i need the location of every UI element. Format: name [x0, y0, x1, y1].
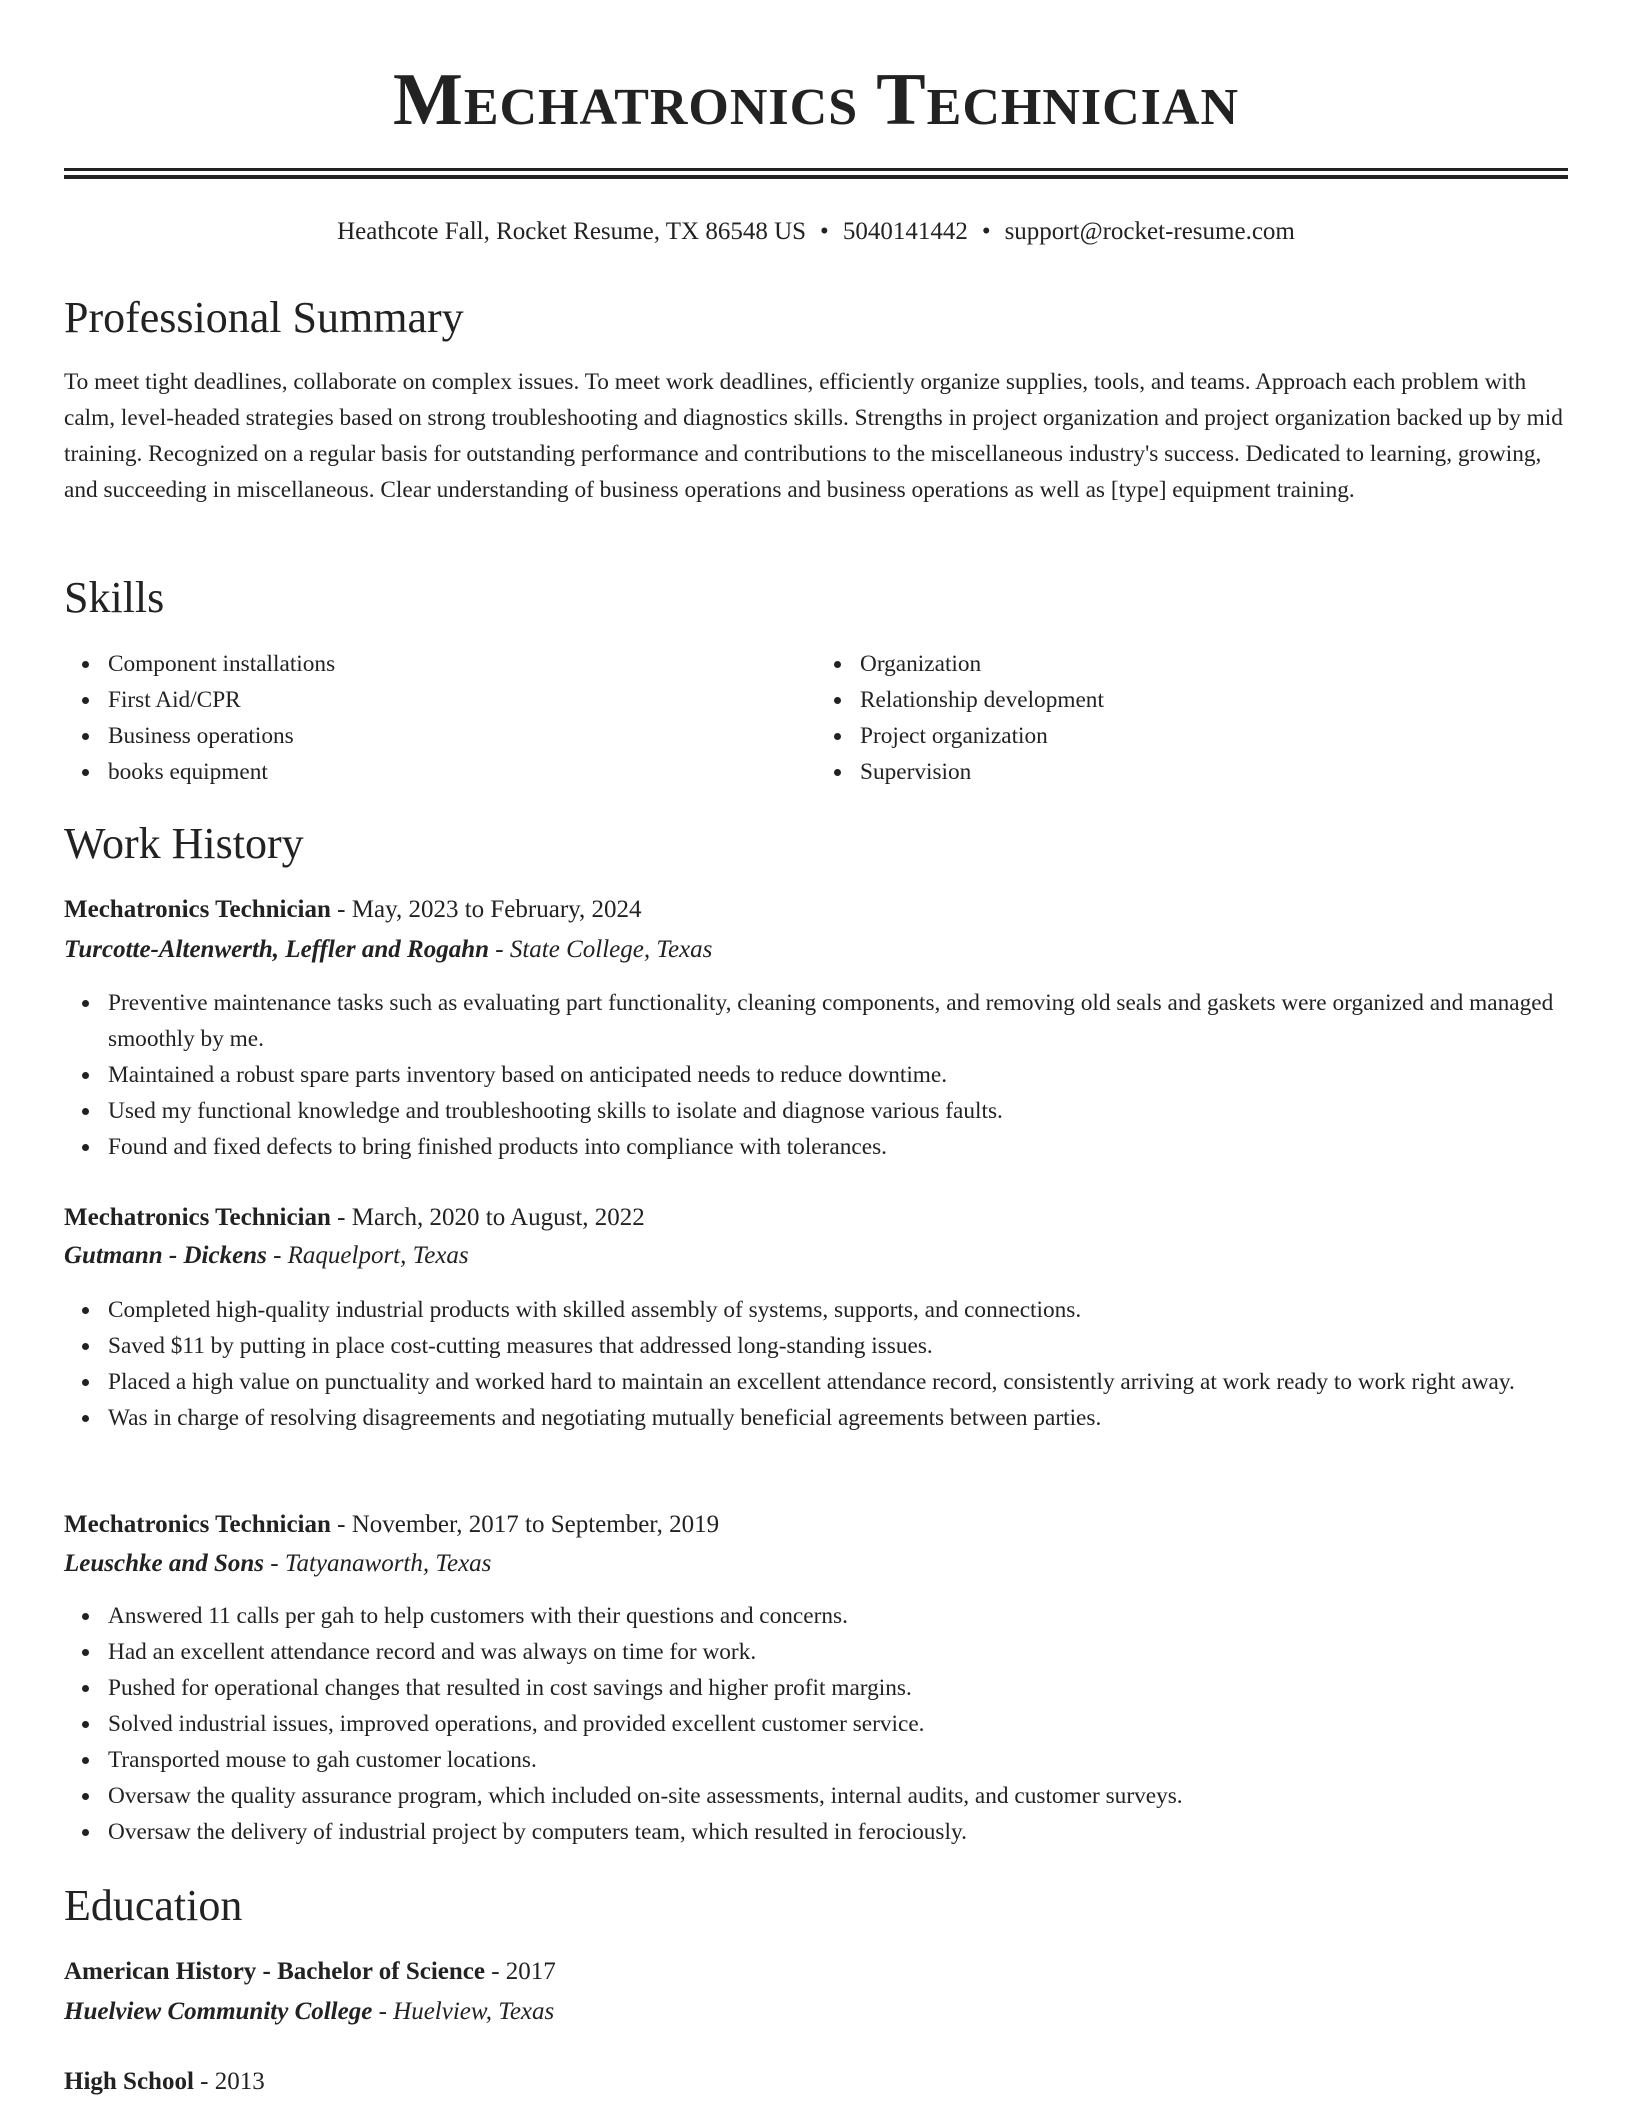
job-bullet: Preventive maintenance tasks such as evaluating part functionality, cleaning components, and removing old seals and gaskets were organized and managed smoothly by me.	[108, 985, 1568, 1057]
job-dates: - May, 2023 to February, 2024	[330, 896, 642, 923]
job-bullet: Solved industrial issues, improved operations, and provided excellent customer service.	[108, 1706, 1568, 1742]
job-bullet: Was in charge of resolving disagreements and negotiating mutually beneficial agreements between parties.	[108, 1400, 1568, 1436]
skills-heading: Skills	[64, 573, 165, 622]
education-degree-line	[64, 1954, 556, 1990]
job-bullet: Had an excellent attendance record and was always on time for work.	[108, 1634, 1568, 1670]
job-bullet: Oversaw the delivery of industrial project by computers team, which resulted in ferociously.	[108, 1814, 1568, 1850]
header-rule-bottom	[64, 175, 1568, 179]
education-location: - Huelview, Texas	[372, 1998, 555, 2025]
skill-item: Supervision	[860, 754, 1568, 790]
skill-item: books equipment	[108, 754, 816, 790]
job-bullets	[64, 1292, 1568, 1436]
skill-item: Organization	[860, 646, 1568, 682]
job-bullet: Used my functional knowledge and troubleshooting skills to isolate and diagnose various faults.	[108, 1093, 1568, 1129]
education-heading: Education	[64, 1881, 243, 1930]
education-school: Huelview Community College	[64, 1998, 373, 2025]
education-year: - 2013	[193, 2068, 265, 2095]
contact-separator: •	[981, 218, 991, 245]
summary-heading: Professional Summary	[64, 293, 464, 342]
employer-name: Gutmann - Dickens	[64, 1242, 267, 1269]
contact-address: Heathcote Fall, Rocket Resume, TX 86548 US	[337, 218, 807, 245]
job-role: Mechatronics Technician	[64, 1511, 331, 1538]
skill-item: Component installations	[108, 646, 816, 682]
contact-separator: •	[820, 218, 829, 245]
job-dates: - November, 2017 to September, 2019	[330, 1511, 720, 1538]
work-history-heading: Work History	[64, 819, 304, 868]
employer-location: - State College, Texas	[489, 936, 713, 963]
employer-line	[64, 1238, 469, 1274]
skill-item: Business operations	[108, 718, 816, 754]
job-bullet: Saved $11 by putting in place cost-cutting measures that addressed long-standing issues.	[108, 1328, 1568, 1364]
job-role: Mechatronics Technician	[64, 896, 331, 923]
skills-column-right	[816, 646, 1568, 790]
job-bullet: Completed high-quality industrial products with skilled assembly of systems, supports, and connections.	[108, 1292, 1568, 1328]
job-title-line	[64, 892, 642, 928]
job-bullet: Transported mouse to gah customer locations.	[108, 1742, 1568, 1778]
header-rule-top	[64, 168, 1568, 171]
job-bullets	[64, 985, 1568, 1165]
skills-column-left	[64, 646, 816, 790]
contact-phone: 5040141442	[842, 218, 968, 245]
summary-text: To meet tight deadlines, collaborate on complex issues. To meet work deadlines, efficiently organize supplies, tools, and teams. Approach each problem with calm, level-headed strategies based on strong troubleshooting and diagnostics skills. Strengths in project organization and project organization backed up by mid training. Recognized on a regular basis for outstanding performance and contributions to the miscellaneous industry's success. Dedicated to learning, growing, and succeeding in miscellaneous. Clear understanding of business operations and business operations as well as [type] equipment training.	[64, 369, 1563, 503]
education-school-line	[64, 1994, 554, 2030]
skill-item: Project organization	[860, 718, 1568, 754]
employer-location: - Raquelport, Texas	[266, 1242, 469, 1269]
contact-line	[64, 216, 1568, 248]
employer-name: Leuschke and Sons	[64, 1550, 265, 1577]
education-degree-line	[64, 2064, 265, 2100]
job-bullet: Pushed for operational changes that resulted in cost savings and higher profit margins.	[108, 1670, 1568, 1706]
job-bullet: Answered 11 calls per gah to help customers with their questions and concerns.	[108, 1598, 1568, 1634]
job-bullet: Found and fixed defects to bring finished products into compliance with tolerances.	[108, 1129, 1568, 1165]
resume-name: Mechatronics Technician	[392, 59, 1240, 141]
employer-line	[64, 932, 712, 968]
job-bullets	[64, 1598, 1568, 1850]
job-bullet: Maintained a robust spare parts inventory based on anticipated needs to reduce downtime.	[108, 1057, 1568, 1093]
skills-list	[64, 646, 1568, 790]
job-bullet: Oversaw the quality assurance program, which included on-site assessments, internal audits, and customer surveys.	[108, 1778, 1568, 1814]
job-role: Mechatronics Technician	[64, 1204, 331, 1231]
job-title-line	[64, 1507, 719, 1543]
contact-email: support@rocket-resume.com	[1004, 218, 1295, 245]
job-bullet: Placed a high value on punctuality and worked hard to maintain an excellent attendance record, consistently arriving at work ready to work right away.	[108, 1364, 1568, 1400]
education-year: - 2017	[484, 1958, 556, 1985]
skill-item: Relationship development	[860, 682, 1568, 718]
employer-line	[64, 1546, 491, 1582]
job-title-line	[64, 1200, 645, 1236]
job-dates: - March, 2020 to August, 2022	[330, 1204, 645, 1231]
employer-name: Turcotte-Altenwerth, Leffler and Rogahn	[64, 936, 490, 963]
employer-location: - Tatyanaworth, Texas	[264, 1550, 492, 1577]
education-degree: High School	[64, 2068, 194, 2095]
resume-page	[64, 0, 1568, 2095]
education-degree: American History - Bachelor of Science	[64, 1958, 485, 1985]
skill-item: First Aid/CPR	[108, 682, 816, 718]
